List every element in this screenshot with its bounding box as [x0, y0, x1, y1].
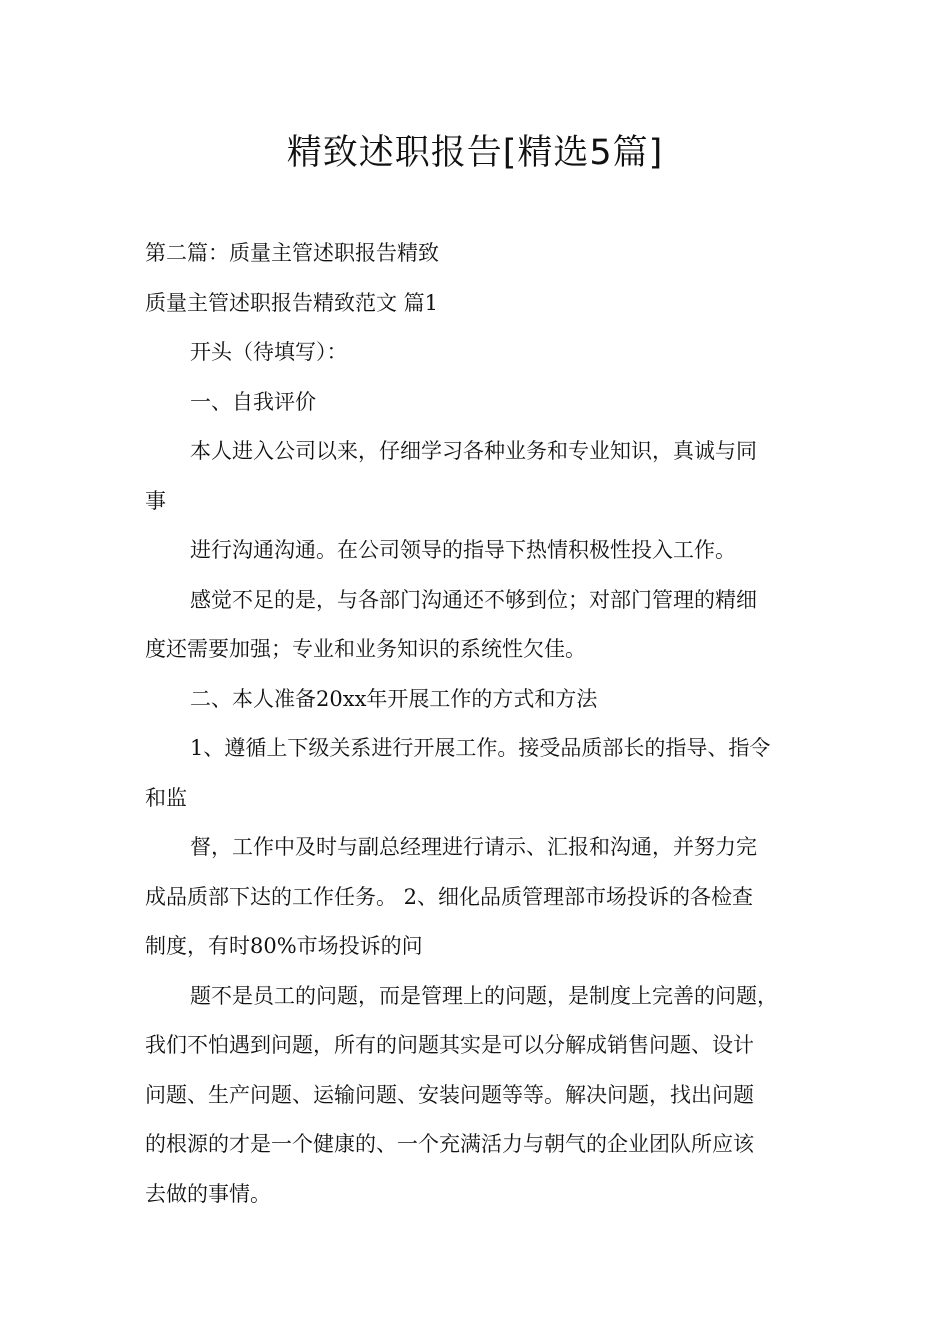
text-line: 问题、生产问题、运输问题、安装问题等等。解决问题，找出问题 — [145, 1082, 754, 1107]
text-line: 一、自我评价 — [190, 389, 316, 414]
text-line: 题不是员工的问题，而是管理上的问题，是制度上完善的问题， — [190, 983, 778, 1008]
text-line: 感觉不足的是，与各部门沟通还不够到位；对部门管理的精细 — [190, 587, 757, 612]
text-line: 第二篇：质量主管述职报告精致 — [145, 241, 439, 265]
text-line: 成品质部下达的工作任务。 2、细化品质管理部市场投诉的各检查 — [145, 884, 754, 909]
text-line: 开头（待填写）： — [190, 340, 348, 364]
text-line: 督，工作中及时与副总经理进行请示、汇报和沟通，并努力完 — [190, 835, 757, 859]
text-line: 进行沟通沟通。在公司领导的指导下热情积极性投入工作。 — [190, 538, 736, 562]
text-line: 度还需要加强；专业和业务知识的系统性欠佳。 — [145, 637, 586, 661]
document-body — [145, 229, 835, 1219]
text-line: 质量主管述职报告精致范文 篇1 — [145, 290, 439, 315]
text-line: 的根源的才是一个健康的、一个充满活力与朝气的企业团队所应该 — [145, 1132, 754, 1156]
text-line: 1、遵循上下级关系进行开展工作。接受品质部长的指导、指令 — [190, 736, 771, 760]
text-line: 我们不怕遇到问题，所有的问题其实是可以分解成销售问题、设计 — [145, 1033, 754, 1057]
text-line: 和监 — [145, 785, 187, 810]
text-line: 去做的事情。 — [145, 1181, 271, 1206]
text-line: 事 — [145, 488, 166, 513]
text-line: 二、本人准备20xx年开展工作的方式和方法 — [190, 686, 598, 711]
text-line: 制度，有时80%市场投诉的问 — [145, 934, 423, 958]
text-line: 本人进入公司以来，仔细学习各种业务和专业知识，真诚与同 — [190, 439, 757, 463]
document-title: 精致述职报告[精选5篇] — [286, 133, 664, 173]
